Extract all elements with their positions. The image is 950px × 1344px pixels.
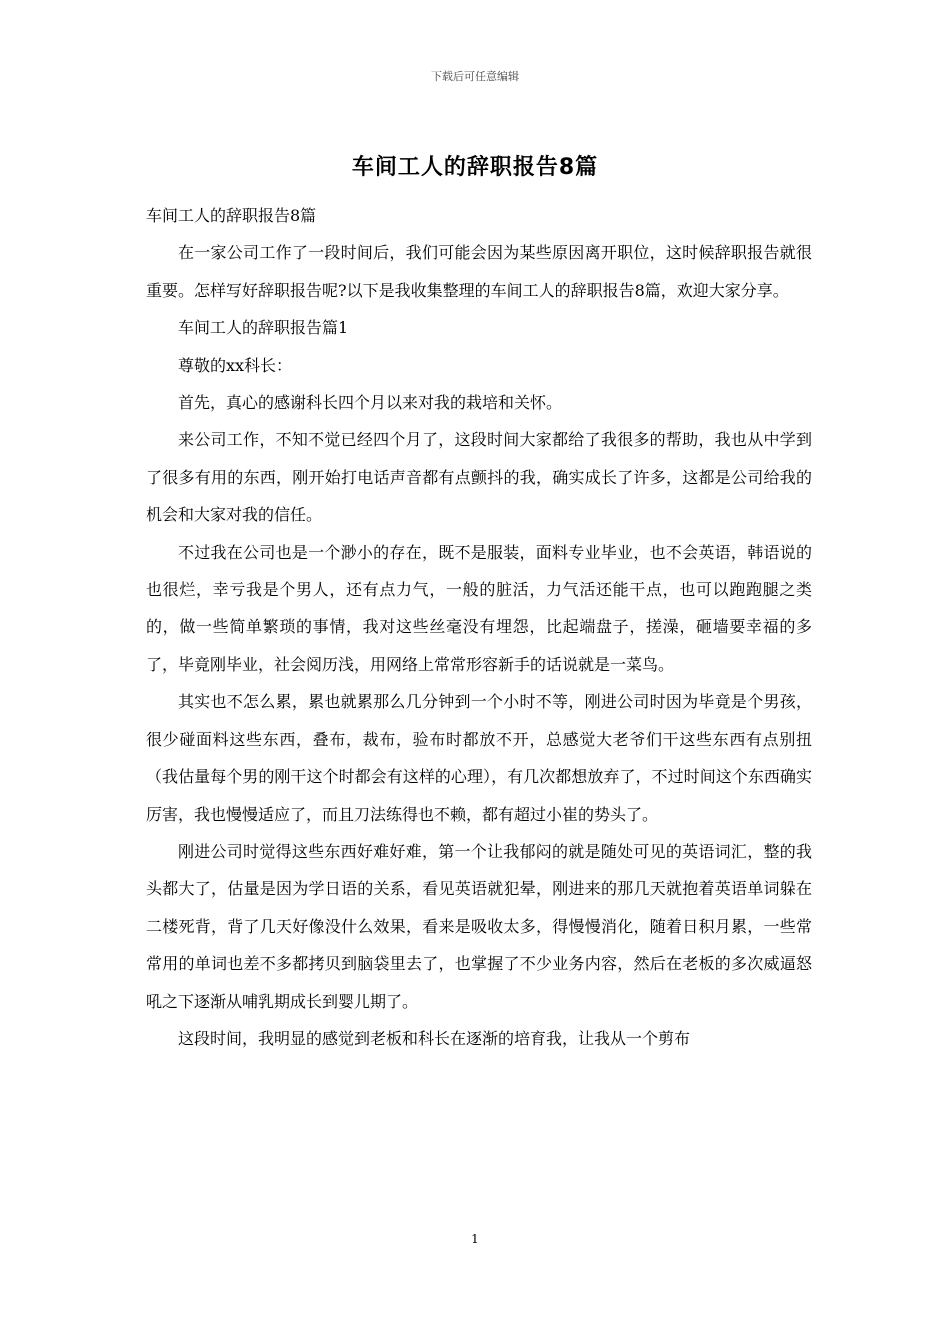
body-paragraph: 不过我在公司也是一个渺小的存在，既不是服装，面料专业毕业，也不会英语，韩语说的也很烂，幸亏我是个男人，还有点力气，一般的脏活，力气活还能干点，也可以跑跑腿之类的，做一些简单繁琐的事情，我对这些丝毫没有埋怨，比起端盘子，搓澡，砸墙要幸福的多了，毕竟刚毕业，社会阅历浅，用网络上常常形容新手的话说就是一菜鸟。 [146,542,812,674]
document-title: 车间工人的辞职报告8篇 [351,155,599,180]
body-paragraph: 这段时间，我明显的感觉到老板和科长在逐渐的培育我，让我从一个剪布 [178,1028,691,1048]
body-paragraph: 来公司工作，不知不觉已经四个月了，这段时间大家都给了我很多的帮助，我也从中学到了很多有用的东西，刚开始打电话声音都有点颤抖的我，确实成长了许多，这都是公司给我的机会和大家对我的信任。 [146,430,812,525]
section-heading: 车间工人的辞职报告篇1 [178,318,349,338]
body-paragraph: 其实也不怎么累，累也就累那么几分钟到一个小时不等，刚进公司时因为毕竟是个男孩，很少碰面料这些东西，叠布，裁布，验布时都放不开，总感觉大老爷们干这些东西有点别扭（我估量每个男的刚干这个时都会有这样的心理），有几次都想放弃了，不过时间这个东西确实厉害，我也慢慢适应了，而且刀法练得也不赖，都有超过小崔的势头了。 [146,692,812,824]
page-number: 1 [471,1232,479,1246]
subtitle-paragraph: 车间工人的辞职报告8篇 [146,206,317,225]
body-paragraph: 首先，真心的感谢科长四个月以来对我的栽培和关怀。 [178,393,563,413]
document-body [146,197,812,1057]
salutation: 尊敬的xx科长： [178,355,293,375]
page-header: 下载后可任意编辑 [431,70,519,83]
intro-paragraph: 在一家公司工作了一段时间后，我们可能会因为某些原因离开职位，这时候辞职报告就很重要。怎样写好辞职报告呢?以下是我收集整理的车间工人的辞职报告8篇，欢迎大家分享。 [146,243,812,300]
body-paragraph: 刚进公司时觉得这些东西好难好难，第一个让我郁闷的就是随处可见的英语词汇，整的我头都大了，估量是因为学日语的关系，看见英语就犯晕，刚进来的那几天就抱着英语单词躲在二楼死背，背了几天好像没什么效果，看来是吸收太多，得慢慢消化，随着日积月累，一些常常用的单词也差不多都拷贝到脑袋里去了，也掌握了不少业务内容，然后在老板的多次威逼怒吼之下逐渐从哺乳期成长到婴儿期了。 [146,841,812,1011]
